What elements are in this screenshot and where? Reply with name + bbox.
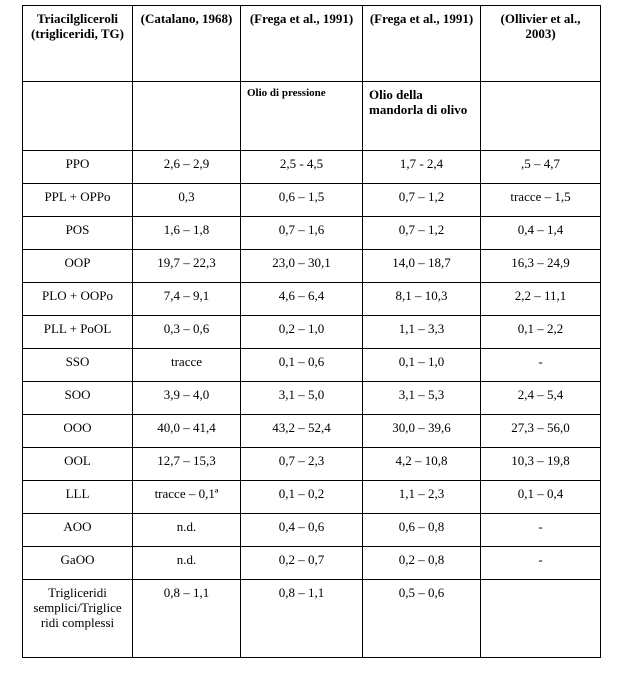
value-cell: 0,1 – 0,6 [241,349,363,382]
value-cell: 0,1 – 2,2 [481,316,601,349]
value-cell: 10,3 – 19,8 [481,448,601,481]
table-row [23,349,601,382]
value-cell: 0,2 – 0,8 [363,547,481,580]
value-cell: 1,7 - 2,4 [363,151,481,184]
value-cell: 0,7 – 2,3 [241,448,363,481]
triglyceride-name-cell: SSO [23,349,133,382]
value-cell: 30,0 – 39,6 [363,415,481,448]
triglyceride-name-cell: OOO [23,415,133,448]
triglyceride-name-cell: AOO [23,514,133,547]
value-cell: tracce [133,349,241,382]
table-row [23,316,601,349]
value-cell: 2,6 – 2,9 [133,151,241,184]
value-cell: 0,1 – 0,4 [481,481,601,514]
value-cell: 0,8 – 1,1 [133,580,241,658]
value-cell: 3,1 – 5,0 [241,382,363,415]
value-cell: - [481,514,601,547]
value-cell: - [481,349,601,382]
header-cell: (Frega et al., 1991) [241,6,363,82]
subheader-cell [133,82,241,151]
value-cell: 1,1 – 2,3 [363,481,481,514]
value-cell: 0,5 – 0,6 [363,580,481,658]
triglyceride-name-cell: PLL + PoOL [23,316,133,349]
value-cell: 8,1 – 10,3 [363,283,481,316]
value-cell: 2,4 – 5,4 [481,382,601,415]
value-cell: tracce – 1,5 [481,184,601,217]
value-cell [481,580,601,658]
value-cell: 16,3 – 24,9 [481,250,601,283]
value-cell: 0,2 – 1,0 [241,316,363,349]
value-cell: 0,7 – 1,2 [363,217,481,250]
table-row [23,151,601,184]
header-cell: (Frega et al., 1991) [363,6,481,82]
header-cell: Triacilgliceroli (trigliceridi, TG) [23,6,133,82]
value-cell: 2,5 - 4,5 [241,151,363,184]
triglyceride-name-cell: PLO + OOPo [23,283,133,316]
table-row [23,547,601,580]
value-cell: 3,9 – 4,0 [133,382,241,415]
value-cell: 0,1 – 0,2 [241,481,363,514]
value-cell: 14,0 – 18,7 [363,250,481,283]
value-cell: 12,7 – 15,3 [133,448,241,481]
triglyceride-name-cell: PPO [23,151,133,184]
value-cell: 4,6 – 6,4 [241,283,363,316]
value-cell: 3,1 – 5,3 [363,382,481,415]
value-cell: 19,7 – 22,3 [133,250,241,283]
triglyceride-name-cell: SOO [23,382,133,415]
table-row [23,580,601,658]
value-cell: ,5 – 4,7 [481,151,601,184]
value-cell: 1,6 – 1,8 [133,217,241,250]
value-cell: 0,3 [133,184,241,217]
header-cell: (Ollivier et al., 2003) [481,6,601,82]
triglyceride-name-cell: GaOO [23,547,133,580]
value-cell: 0,7 – 1,6 [241,217,363,250]
table-row [23,283,601,316]
value-cell: 0,4 – 1,4 [481,217,601,250]
value-cell: 2,2 – 11,1 [481,283,601,316]
triglyceride-name-cell: POS [23,217,133,250]
value-cell: 4,2 – 10,8 [363,448,481,481]
table-row [23,448,601,481]
value-cell: 0,4 – 0,6 [241,514,363,547]
value-cell: tracce – 0,1ª [133,481,241,514]
subheader-row [23,82,601,151]
value-cell: 0,7 – 1,2 [363,184,481,217]
value-cell: 0,6 – 0,8 [363,514,481,547]
triglyceride-name-cell: OOL [23,448,133,481]
table-row [23,514,601,547]
value-cell: 27,3 – 56,0 [481,415,601,448]
value-cell: 0,8 – 1,1 [241,580,363,658]
table-row [23,184,601,217]
triglycerides-table [22,5,601,658]
triglyceride-name-cell: Trigliceridi semplici/Triglice ridi complessi [23,580,133,658]
subheader-cell [23,82,133,151]
triglyceride-name-cell: OOP [23,250,133,283]
value-cell: 1,1 – 3,3 [363,316,481,349]
value-cell: - [481,547,601,580]
value-cell: n.d. [133,547,241,580]
value-cell: 0,3 – 0,6 [133,316,241,349]
value-cell: 0,2 – 0,7 [241,547,363,580]
value-cell: 0,6 – 1,5 [241,184,363,217]
triglyceride-name-cell: PPL + OPPo [23,184,133,217]
table-row [23,415,601,448]
table-row [23,250,601,283]
value-cell: 0,1 – 1,0 [363,349,481,382]
subheader-cell: Olio della mandorla di olivo [363,82,481,151]
table-row [23,481,601,514]
table-row [23,382,601,415]
triglyceride-name-cell: LLL [23,481,133,514]
subheader-cell: Olio di pressione [241,82,363,151]
value-cell: n.d. [133,514,241,547]
header-row [23,6,601,82]
value-cell: 40,0 – 41,4 [133,415,241,448]
value-cell: 43,2 – 52,4 [241,415,363,448]
subheader-cell [481,82,601,151]
header-cell: (Catalano, 1968) [133,6,241,82]
value-cell: 23,0 – 30,1 [241,250,363,283]
value-cell: 7,4 – 9,1 [133,283,241,316]
table-row [23,217,601,250]
